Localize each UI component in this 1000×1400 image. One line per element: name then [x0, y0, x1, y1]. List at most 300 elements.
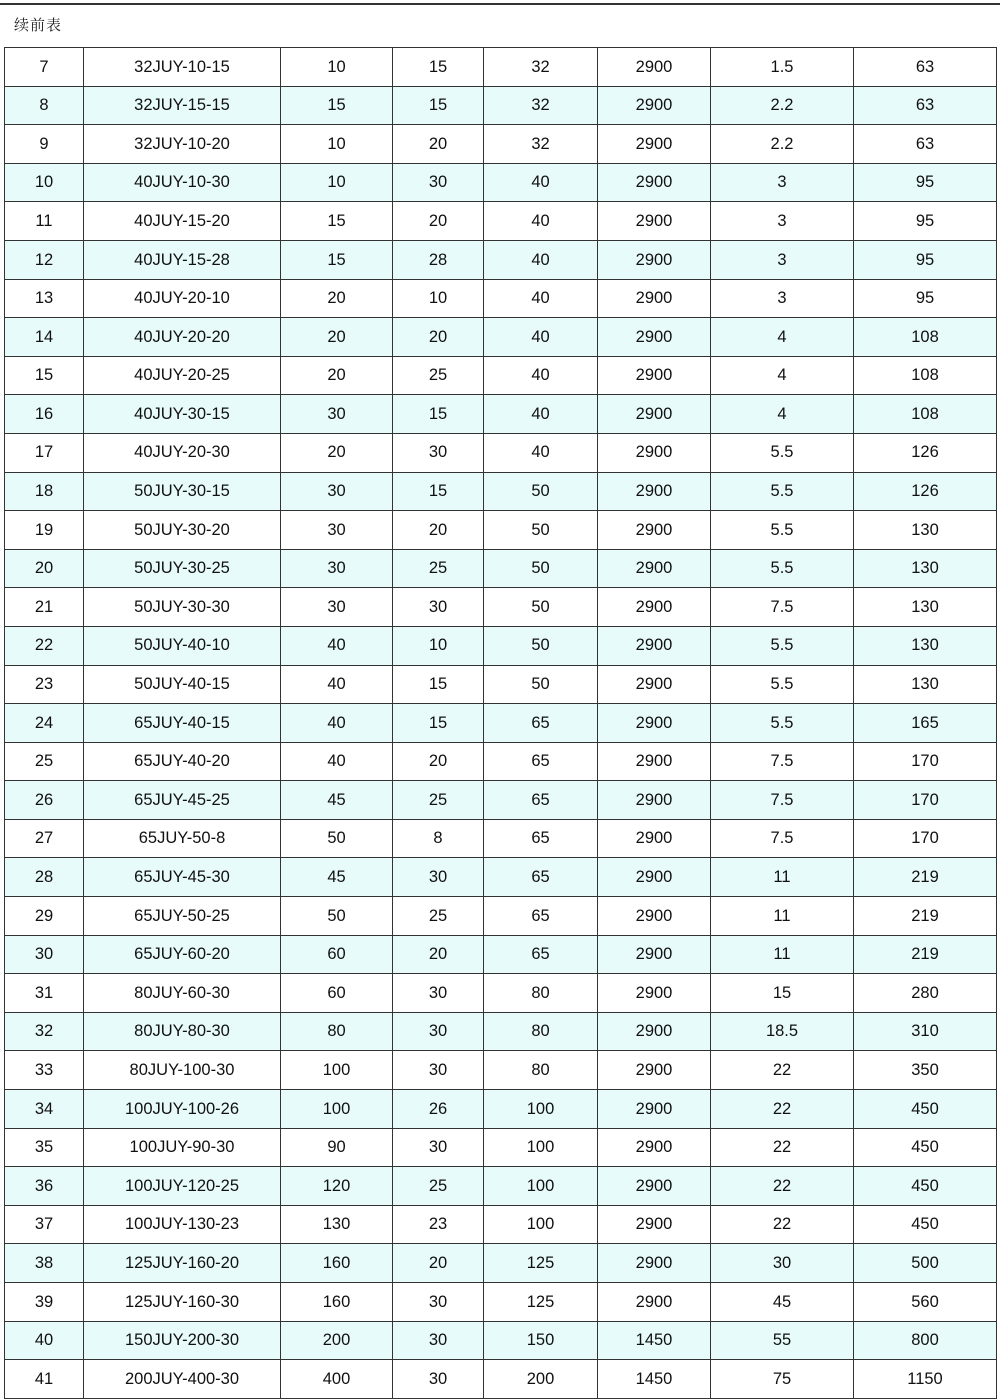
cell-head: 30: [393, 858, 484, 897]
cell-flow: 100: [281, 1090, 393, 1129]
cell-speed: 2900: [598, 897, 711, 936]
cell-speed: 2900: [598, 163, 711, 202]
table-row: [5, 356, 997, 395]
cell-weight: 350: [854, 1051, 997, 1090]
cell-speed: 2900: [598, 858, 711, 897]
cell-row-number: 33: [5, 1051, 84, 1090]
cell-diameter: 65: [484, 935, 598, 974]
cell-flow: 45: [281, 781, 393, 820]
cell-power: 1.5: [711, 48, 854, 87]
cell-weight: 450: [854, 1128, 997, 1167]
cell-power: 7.5: [711, 588, 854, 627]
table-row: [5, 279, 997, 318]
cell-power: 4: [711, 356, 854, 395]
cell-power: 7.5: [711, 742, 854, 781]
cell-weight: 108: [854, 356, 997, 395]
table-row: [5, 125, 997, 164]
cell-flow: 20: [281, 279, 393, 318]
cell-power: 5.5: [711, 472, 854, 511]
cell-model: 50JUY-30-25: [84, 549, 281, 588]
cell-model: 50JUY-30-30: [84, 588, 281, 627]
cell-power: 2.2: [711, 86, 854, 125]
cell-row-number: 41: [5, 1360, 84, 1399]
cell-power: 5.5: [711, 626, 854, 665]
cell-weight: 170: [854, 742, 997, 781]
table-row: [5, 1360, 997, 1399]
cell-flow: 15: [281, 240, 393, 279]
table-row: [5, 588, 997, 627]
cell-head: 10: [393, 626, 484, 665]
cell-weight: 95: [854, 202, 997, 241]
cell-row-number: 40: [5, 1321, 84, 1360]
cell-flow: 30: [281, 588, 393, 627]
cell-diameter: 125: [484, 1283, 598, 1322]
cell-head: 15: [393, 665, 484, 704]
cell-diameter: 200: [484, 1360, 598, 1399]
cell-head: 20: [393, 125, 484, 164]
cell-flow: 40: [281, 704, 393, 743]
cell-speed: 2900: [598, 279, 711, 318]
top-rule: [0, 3, 1000, 5]
cell-flow: 40: [281, 742, 393, 781]
cell-diameter: 125: [484, 1244, 598, 1283]
cell-speed: 2900: [598, 125, 711, 164]
cell-speed: 2900: [598, 1205, 711, 1244]
cell-weight: 130: [854, 626, 997, 665]
cell-flow: 80: [281, 1012, 393, 1051]
cell-power: 5.5: [711, 433, 854, 472]
cell-head: 20: [393, 935, 484, 974]
table-row: [5, 665, 997, 704]
cell-speed: 2900: [598, 318, 711, 357]
table-row: [5, 858, 997, 897]
cell-row-number: 13: [5, 279, 84, 318]
cell-weight: 280: [854, 974, 997, 1013]
cell-flow: 160: [281, 1244, 393, 1283]
cell-weight: 170: [854, 819, 997, 858]
cell-weight: 170: [854, 781, 997, 820]
cell-speed: 2900: [598, 935, 711, 974]
cell-row-number: 14: [5, 318, 84, 357]
cell-head: 30: [393, 1360, 484, 1399]
cell-weight: 130: [854, 549, 997, 588]
cell-power: 3: [711, 202, 854, 241]
cell-weight: 95: [854, 163, 997, 202]
cell-row-number: 17: [5, 433, 84, 472]
cell-power: 3: [711, 163, 854, 202]
cell-row-number: 30: [5, 935, 84, 974]
cell-model: 40JUY-20-25: [84, 356, 281, 395]
cell-head: 28: [393, 240, 484, 279]
cell-diameter: 40: [484, 395, 598, 434]
table-row: [5, 819, 997, 858]
cell-model: 40JUY-15-20: [84, 202, 281, 241]
cell-weight: 63: [854, 86, 997, 125]
cell-weight: 219: [854, 897, 997, 936]
cell-speed: 1450: [598, 1321, 711, 1360]
cell-power: 3: [711, 240, 854, 279]
cell-weight: 126: [854, 472, 997, 511]
table-row: [5, 549, 997, 588]
cell-head: 25: [393, 1167, 484, 1206]
cell-diameter: 150: [484, 1321, 598, 1360]
cell-flow: 30: [281, 511, 393, 550]
continued-caption: 续前表: [14, 16, 63, 34]
cell-speed: 2900: [598, 240, 711, 279]
cell-speed: 2900: [598, 356, 711, 395]
cell-weight: 219: [854, 935, 997, 974]
cell-model: 32JUY-15-15: [84, 86, 281, 125]
cell-row-number: 7: [5, 48, 84, 87]
cell-head: 25: [393, 356, 484, 395]
cell-speed: 2900: [598, 549, 711, 588]
cell-row-number: 18: [5, 472, 84, 511]
table-row: [5, 935, 997, 974]
cell-model: 65JUY-50-25: [84, 897, 281, 936]
cell-row-number: 22: [5, 626, 84, 665]
cell-row-number: 11: [5, 202, 84, 241]
cell-model: 32JUY-10-20: [84, 125, 281, 164]
cell-flow: 45: [281, 858, 393, 897]
cell-weight: 126: [854, 433, 997, 472]
cell-weight: 63: [854, 125, 997, 164]
cell-power: 30: [711, 1244, 854, 1283]
cell-power: 7.5: [711, 781, 854, 820]
cell-model: 40JUY-30-15: [84, 395, 281, 434]
cell-flow: 130: [281, 1205, 393, 1244]
cell-row-number: 39: [5, 1283, 84, 1322]
cell-flow: 10: [281, 48, 393, 87]
cell-row-number: 31: [5, 974, 84, 1013]
cell-diameter: 65: [484, 858, 598, 897]
cell-diameter: 40: [484, 202, 598, 241]
cell-head: 30: [393, 974, 484, 1013]
cell-weight: 310: [854, 1012, 997, 1051]
cell-flow: 60: [281, 974, 393, 1013]
table-row: [5, 48, 997, 87]
cell-flow: 15: [281, 86, 393, 125]
cell-diameter: 65: [484, 819, 598, 858]
cell-row-number: 20: [5, 549, 84, 588]
cell-row-number: 8: [5, 86, 84, 125]
cell-model: 80JUY-60-30: [84, 974, 281, 1013]
cell-power: 22: [711, 1051, 854, 1090]
cell-model: 150JUY-200-30: [84, 1321, 281, 1360]
cell-power: 4: [711, 395, 854, 434]
cell-head: 30: [393, 1051, 484, 1090]
cell-diameter: 40: [484, 279, 598, 318]
table-row: [5, 1167, 997, 1206]
cell-speed: 2900: [598, 1051, 711, 1090]
cell-row-number: 38: [5, 1244, 84, 1283]
pump-spec-table: [4, 47, 997, 1399]
cell-speed: 2900: [598, 742, 711, 781]
table-row: [5, 240, 997, 279]
cell-flow: 20: [281, 318, 393, 357]
table-row: [5, 1051, 997, 1090]
cell-model: 80JUY-100-30: [84, 1051, 281, 1090]
table-row: [5, 1321, 997, 1360]
cell-speed: 2900: [598, 704, 711, 743]
cell-diameter: 50: [484, 626, 598, 665]
cell-head: 25: [393, 781, 484, 820]
cell-weight: 130: [854, 511, 997, 550]
cell-diameter: 65: [484, 781, 598, 820]
cell-head: 15: [393, 704, 484, 743]
cell-head: 15: [393, 395, 484, 434]
cell-model: 50JUY-30-20: [84, 511, 281, 550]
cell-diameter: 80: [484, 1051, 598, 1090]
cell-power: 18.5: [711, 1012, 854, 1051]
cell-speed: 2900: [598, 781, 711, 820]
cell-row-number: 24: [5, 704, 84, 743]
cell-diameter: 40: [484, 433, 598, 472]
cell-head: 23: [393, 1205, 484, 1244]
table-row: [5, 974, 997, 1013]
cell-model: 125JUY-160-20: [84, 1244, 281, 1283]
cell-head: 15: [393, 86, 484, 125]
table-row: [5, 395, 997, 434]
cell-head: 20: [393, 1244, 484, 1283]
cell-model: 40JUY-10-30: [84, 163, 281, 202]
cell-flow: 20: [281, 356, 393, 395]
cell-row-number: 32: [5, 1012, 84, 1051]
cell-row-number: 16: [5, 395, 84, 434]
cell-power: 22: [711, 1167, 854, 1206]
cell-power: 5.5: [711, 549, 854, 588]
cell-row-number: 23: [5, 665, 84, 704]
cell-power: 22: [711, 1128, 854, 1167]
cell-weight: 450: [854, 1090, 997, 1129]
cell-power: 5.5: [711, 511, 854, 550]
cell-model: 40JUY-20-10: [84, 279, 281, 318]
cell-diameter: 32: [484, 86, 598, 125]
cell-diameter: 100: [484, 1205, 598, 1244]
cell-head: 30: [393, 163, 484, 202]
table-row: [5, 781, 997, 820]
cell-diameter: 32: [484, 125, 598, 164]
cell-row-number: 25: [5, 742, 84, 781]
cell-flow: 50: [281, 897, 393, 936]
cell-head: 30: [393, 1283, 484, 1322]
cell-weight: 560: [854, 1283, 997, 1322]
cell-weight: 1150: [854, 1360, 997, 1399]
cell-flow: 30: [281, 472, 393, 511]
cell-diameter: 65: [484, 897, 598, 936]
cell-power: 11: [711, 858, 854, 897]
cell-flow: 400: [281, 1360, 393, 1399]
cell-power: 45: [711, 1283, 854, 1322]
cell-weight: 450: [854, 1205, 997, 1244]
cell-diameter: 50: [484, 549, 598, 588]
cell-diameter: 40: [484, 163, 598, 202]
cell-model: 40JUY-20-30: [84, 433, 281, 472]
table-row: [5, 1205, 997, 1244]
cell-head: 25: [393, 897, 484, 936]
table-row: [5, 1090, 997, 1129]
cell-diameter: 50: [484, 511, 598, 550]
cell-model: 65JUY-40-20: [84, 742, 281, 781]
cell-power: 2.2: [711, 125, 854, 164]
table-row: [5, 626, 997, 665]
cell-power: 22: [711, 1205, 854, 1244]
cell-model: 50JUY-40-10: [84, 626, 281, 665]
cell-diameter: 50: [484, 665, 598, 704]
cell-speed: 2900: [598, 202, 711, 241]
cell-power: 5.5: [711, 704, 854, 743]
cell-head: 26: [393, 1090, 484, 1129]
cell-speed: 2900: [598, 395, 711, 434]
cell-model: 50JUY-40-15: [84, 665, 281, 704]
cell-weight: 130: [854, 588, 997, 627]
table-row: [5, 511, 997, 550]
cell-speed: 2900: [598, 511, 711, 550]
cell-speed: 2900: [598, 665, 711, 704]
cell-power: 5.5: [711, 665, 854, 704]
cell-model: 200JUY-400-30: [84, 1360, 281, 1399]
cell-model: 65JUY-45-25: [84, 781, 281, 820]
cell-head: 10: [393, 279, 484, 318]
cell-speed: 2900: [598, 433, 711, 472]
table-row: [5, 742, 997, 781]
cell-speed: 2900: [598, 588, 711, 627]
cell-head: 30: [393, 1012, 484, 1051]
cell-model: 65JUY-40-15: [84, 704, 281, 743]
cell-speed: 2900: [598, 819, 711, 858]
cell-row-number: 10: [5, 163, 84, 202]
table-row: [5, 1012, 997, 1051]
cell-model: 32JUY-10-15: [84, 48, 281, 87]
cell-speed: 2900: [598, 626, 711, 665]
cell-head: 30: [393, 588, 484, 627]
cell-diameter: 80: [484, 1012, 598, 1051]
cell-diameter: 80: [484, 974, 598, 1013]
cell-row-number: 19: [5, 511, 84, 550]
cell-head: 30: [393, 1321, 484, 1360]
cell-diameter: 40: [484, 318, 598, 357]
cell-row-number: 27: [5, 819, 84, 858]
cell-power: 3: [711, 279, 854, 318]
table-row: [5, 163, 997, 202]
cell-flow: 160: [281, 1283, 393, 1322]
cell-diameter: 100: [484, 1128, 598, 1167]
cell-speed: 2900: [598, 48, 711, 87]
cell-flow: 15: [281, 202, 393, 241]
cell-flow: 100: [281, 1051, 393, 1090]
cell-row-number: 37: [5, 1205, 84, 1244]
cell-head: 15: [393, 472, 484, 511]
table-body: [5, 48, 997, 1399]
cell-row-number: 34: [5, 1090, 84, 1129]
cell-power: 22: [711, 1090, 854, 1129]
cell-flow: 40: [281, 626, 393, 665]
cell-speed: 2900: [598, 1244, 711, 1283]
cell-model: 100JUY-90-30: [84, 1128, 281, 1167]
cell-speed: 2900: [598, 1283, 711, 1322]
cell-head: 20: [393, 318, 484, 357]
cell-diameter: 65: [484, 742, 598, 781]
cell-weight: 165: [854, 704, 997, 743]
table-row: [5, 318, 997, 357]
cell-model: 65JUY-60-20: [84, 935, 281, 974]
cell-weight: 63: [854, 48, 997, 87]
cell-row-number: 35: [5, 1128, 84, 1167]
cell-diameter: 65: [484, 704, 598, 743]
cell-head: 20: [393, 202, 484, 241]
cell-head: 20: [393, 511, 484, 550]
cell-weight: 800: [854, 1321, 997, 1360]
cell-diameter: 40: [484, 240, 598, 279]
cell-row-number: 26: [5, 781, 84, 820]
table-row: [5, 1128, 997, 1167]
cell-weight: 95: [854, 279, 997, 318]
cell-head: 30: [393, 1128, 484, 1167]
cell-weight: 108: [854, 318, 997, 357]
cell-flow: 200: [281, 1321, 393, 1360]
cell-model: 40JUY-15-28: [84, 240, 281, 279]
cell-head: 30: [393, 433, 484, 472]
table-row: [5, 472, 997, 511]
cell-head: 8: [393, 819, 484, 858]
cell-head: 20: [393, 742, 484, 781]
cell-speed: 1450: [598, 1360, 711, 1399]
cell-weight: 219: [854, 858, 997, 897]
cell-speed: 2900: [598, 86, 711, 125]
cell-model: 40JUY-20-20: [84, 318, 281, 357]
cell-row-number: 28: [5, 858, 84, 897]
cell-flow: 120: [281, 1167, 393, 1206]
table-row: [5, 433, 997, 472]
cell-model: 65JUY-50-8: [84, 819, 281, 858]
cell-model: 125JUY-160-30: [84, 1283, 281, 1322]
cell-flow: 30: [281, 549, 393, 588]
cell-power: 11: [711, 935, 854, 974]
cell-row-number: 21: [5, 588, 84, 627]
cell-weight: 108: [854, 395, 997, 434]
cell-flow: 40: [281, 665, 393, 704]
cell-weight: 500: [854, 1244, 997, 1283]
cell-model: 80JUY-80-30: [84, 1012, 281, 1051]
cell-row-number: 12: [5, 240, 84, 279]
cell-speed: 2900: [598, 1128, 711, 1167]
cell-flow: 30: [281, 395, 393, 434]
cell-weight: 95: [854, 240, 997, 279]
cell-flow: 10: [281, 125, 393, 164]
cell-speed: 2900: [598, 1012, 711, 1051]
cell-model: 50JUY-30-15: [84, 472, 281, 511]
cell-power: 11: [711, 897, 854, 936]
table-row: [5, 1283, 997, 1322]
cell-diameter: 40: [484, 356, 598, 395]
cell-flow: 50: [281, 819, 393, 858]
cell-flow: 90: [281, 1128, 393, 1167]
cell-speed: 2900: [598, 974, 711, 1013]
table-row: [5, 1244, 997, 1283]
cell-model: 65JUY-45-30: [84, 858, 281, 897]
cell-row-number: 9: [5, 125, 84, 164]
cell-diameter: 100: [484, 1090, 598, 1129]
cell-diameter: 50: [484, 472, 598, 511]
cell-model: 100JUY-130-23: [84, 1205, 281, 1244]
table-row: [5, 704, 997, 743]
cell-power: 55: [711, 1321, 854, 1360]
cell-flow: 10: [281, 163, 393, 202]
cell-head: 25: [393, 549, 484, 588]
cell-flow: 60: [281, 935, 393, 974]
cell-diameter: 32: [484, 48, 598, 87]
cell-head: 15: [393, 48, 484, 87]
cell-model: 100JUY-100-26: [84, 1090, 281, 1129]
